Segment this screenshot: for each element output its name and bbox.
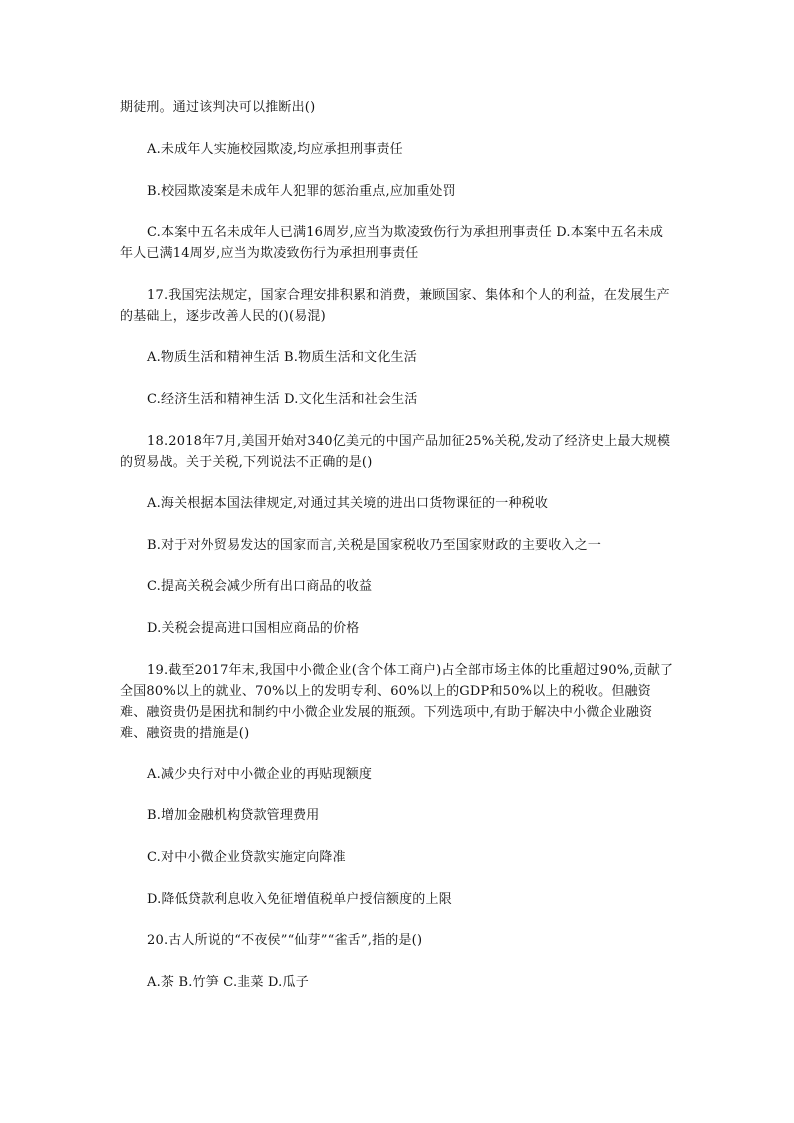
q19-option-c: C.对中小微企业贷款实施定向降准 [147,850,346,865]
question-16-stem-tail: 期徒刑。通过该判决可以推断出() [120,100,316,115]
q17-option-ab: A.物质生活和精神生活 B.物质生活和文化生活 [147,350,417,365]
q17-option-cd: C.经济生活和精神生活 D.文化生活和社会生活 [147,392,418,407]
q16-option-a: A.未成年人实施校园欺凌,均应承担刑事责任 [147,142,403,157]
q18-option-b: B.对于对外贸易发达的国家而言,关税是国家税收乃至国家财政的主要收入之一 [147,538,602,553]
question-20-stem: 20.古人所说的“不夜侯”“仙芽”“雀舌”,指的是() [147,933,423,948]
q19-option-d: D.降低贷款利息收入免征增值税单户授信额度的上限 [147,892,452,907]
question-19-stem: 19.截至2017年末,我国中小微企业(含个体工商户)占全部市场主体的比重超过90%,贡献了全国80%以上的就业、70%以上的发明专利、60%以上的GDP和50%以上的税收。但融资难、融资贵仍是困扰和制约中小微企业发展的瓶颈。下列选项中,有助于解决中小微企业融资难、融资贵的措施是() [120,663,674,741]
question-17-stem: 17.我国宪法规定，国家合理安排积累和消费，兼顾国家、集体和个人的利益，在发展生产的基础上，逐步改善人民的()(易混) [120,288,670,324]
q20-options: A.茶 B.竹笋 C.韭菜 D.瓜子 [147,975,309,990]
question-18-stem: 18.2018年7月,美国开始对340亿美元的中国产品加征25%关税,发动了经济史上最大规模的贸易战。关于关税,下列说法不正确的是() [120,434,671,470]
q18-option-d: D.关税会提高进口国相应商品的价格 [147,621,360,636]
q16-option-cd: C.本案中五名未成年人已满16周岁,应当为欺凌致伤行为承担刑事责任 D.本案中五名未成年人已满14周岁,应当为欺凌致伤行为承担刑事责任 [120,225,664,261]
q18-option-a: A.海关根据本国法律规定,对通过其关境的进出口货物课征的一种税收 [147,496,549,511]
q18-option-c: C.提高关税会减少所有出口商品的收益 [147,579,373,594]
q16-option-b: B.校园欺凌案是未成年人犯罪的惩治重点,应加重处罚 [147,184,456,199]
q19-option-a: A.减少央行对中小微企业的再贴现额度 [147,767,373,782]
q19-option-b: B.增加金融机构贷款管理费用 [147,808,320,823]
